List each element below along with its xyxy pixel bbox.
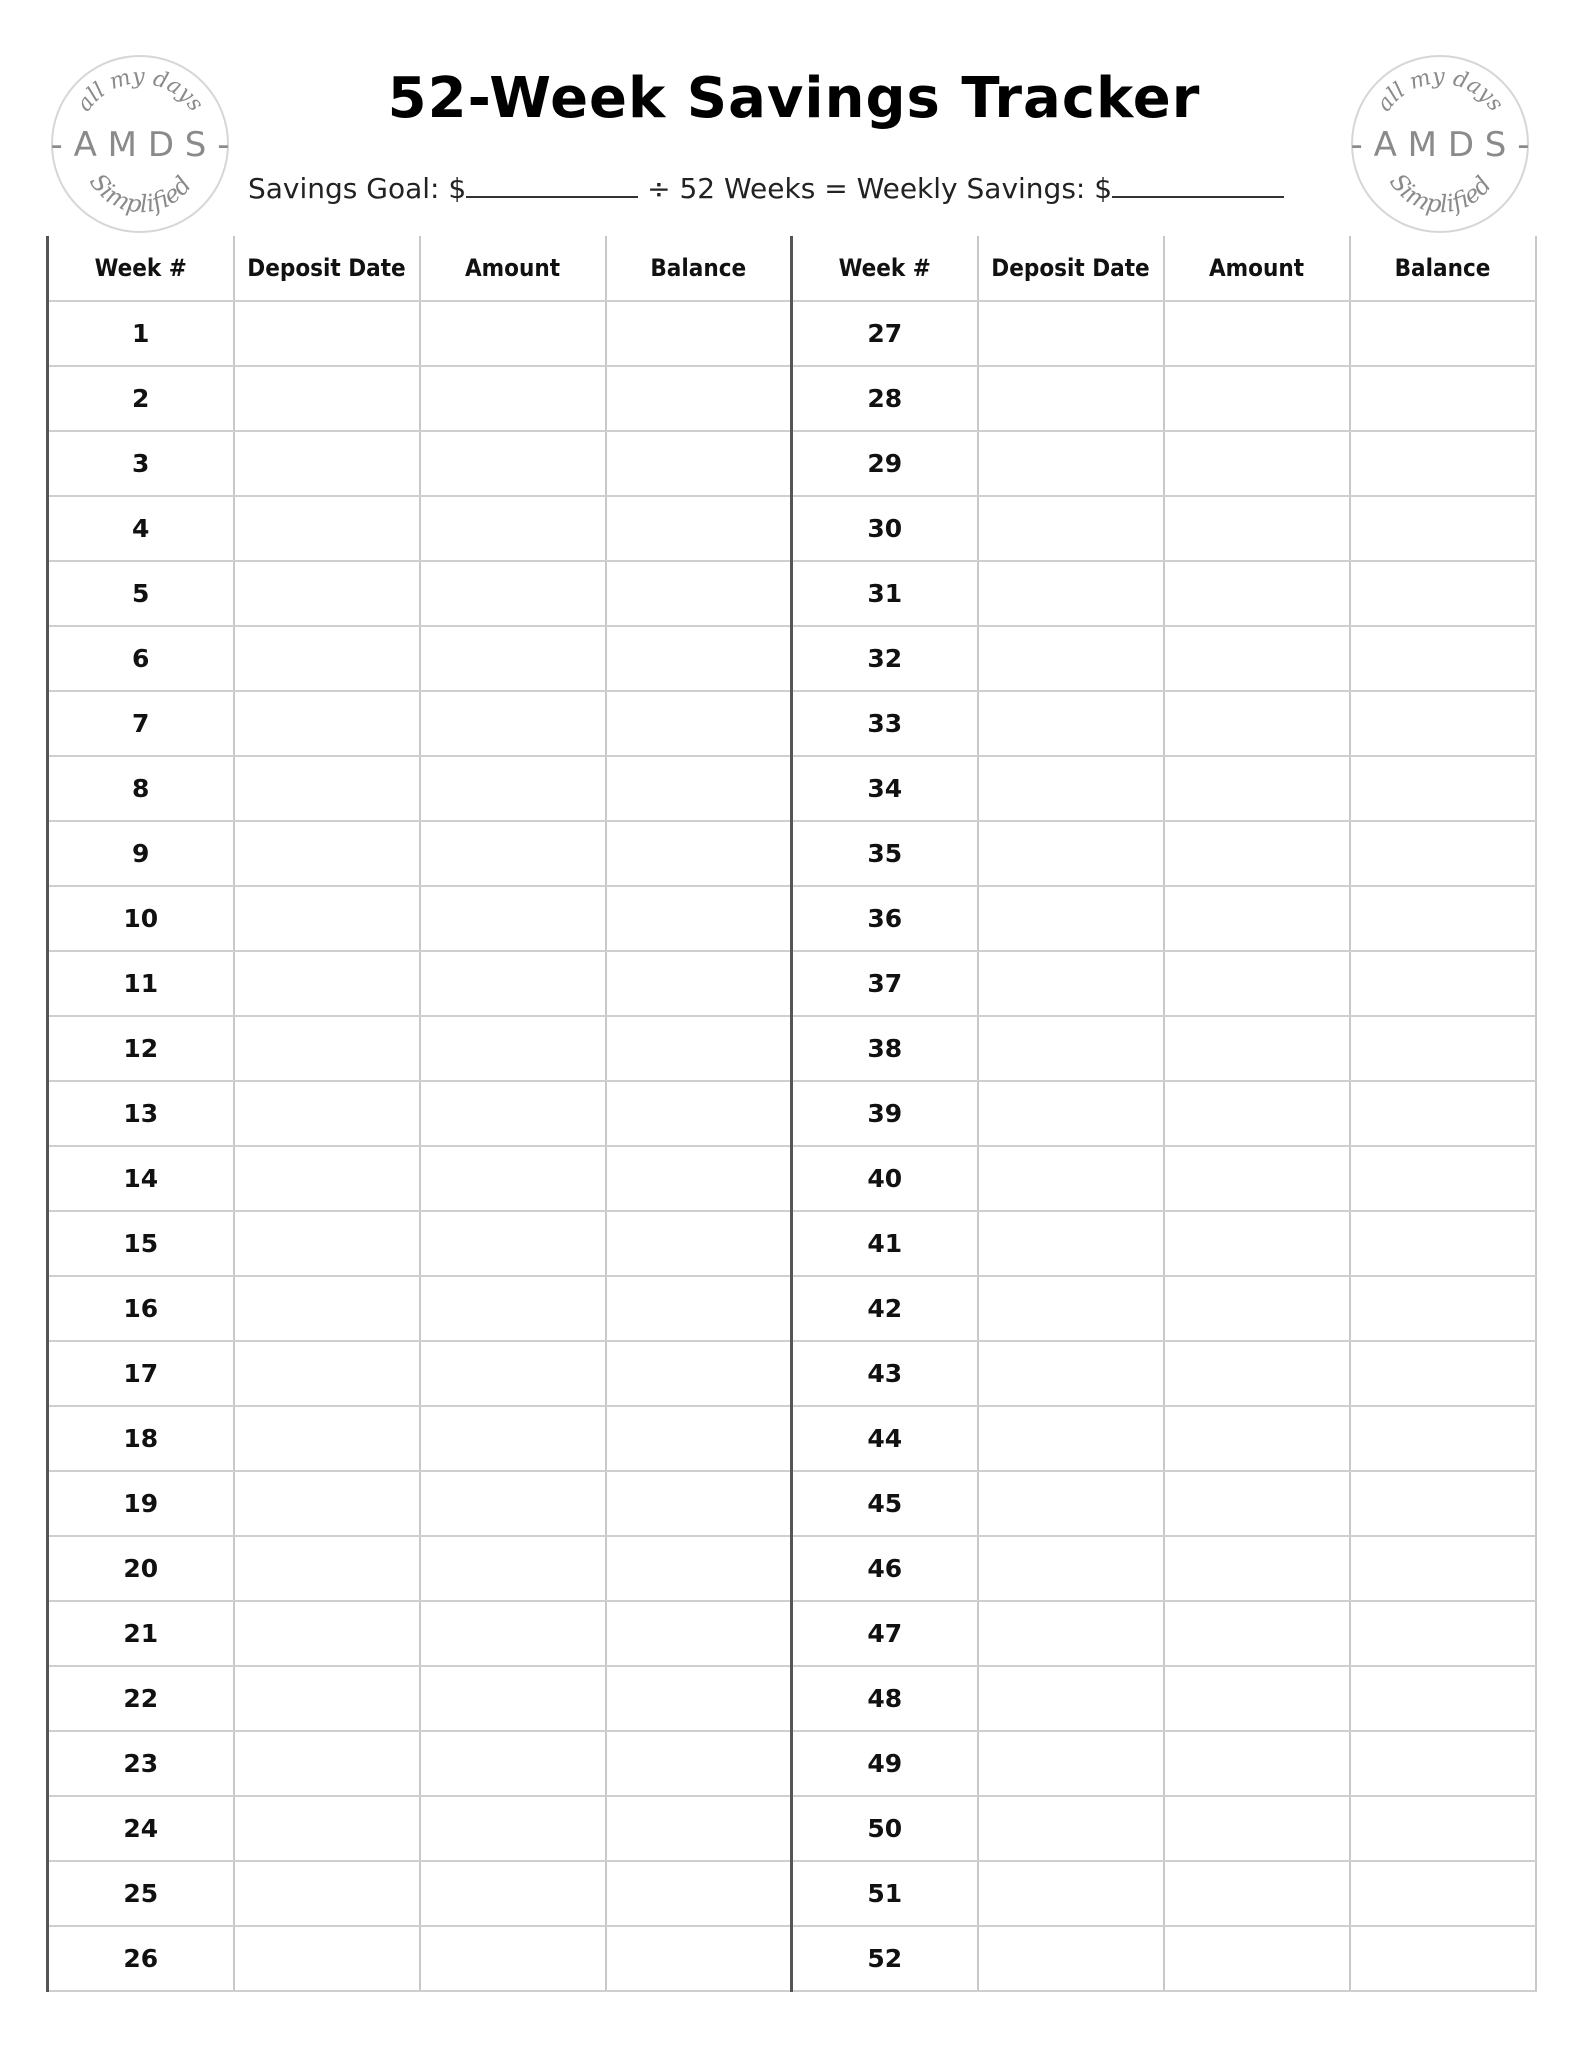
balance-cell[interactable] bbox=[606, 886, 792, 951]
balance-cell[interactable] bbox=[606, 1276, 792, 1341]
week-number-cell: 27 bbox=[792, 301, 978, 366]
svg-text:Simplified bbox=[1384, 168, 1497, 218]
amount-cell[interactable] bbox=[1164, 1666, 1350, 1731]
deposit-date-cell[interactable] bbox=[978, 691, 1164, 756]
amount-cell[interactable] bbox=[420, 1471, 606, 1536]
amount-cell[interactable] bbox=[1164, 756, 1350, 821]
week-number-cell: 11 bbox=[48, 951, 234, 1016]
balance-cell[interactable] bbox=[606, 1601, 792, 1666]
amount-cell[interactable] bbox=[1164, 691, 1350, 756]
savings-goal-label: Savings Goal: $ bbox=[248, 172, 467, 205]
week-number-cell: 17 bbox=[48, 1341, 234, 1406]
deposit-date-cell[interactable] bbox=[978, 886, 1164, 951]
week-number-cell: 22 bbox=[48, 1666, 234, 1731]
balance-cell[interactable] bbox=[606, 561, 792, 626]
week-number-cell: 44 bbox=[792, 1406, 978, 1471]
week-number-cell: 19 bbox=[48, 1471, 234, 1536]
table-row bbox=[48, 1276, 1536, 1341]
savings-tracker-table bbox=[46, 236, 1537, 1992]
amount-cell[interactable] bbox=[420, 1406, 606, 1471]
table-row bbox=[48, 1146, 1536, 1211]
deposit-date-cell[interactable] bbox=[978, 1536, 1164, 1601]
balance-cell[interactable] bbox=[1350, 1861, 1536, 1926]
week-number-cell: 3 bbox=[48, 431, 234, 496]
week-number-cell: 1 bbox=[48, 301, 234, 366]
amount-cell[interactable] bbox=[1164, 1211, 1350, 1276]
deposit-date-cell[interactable] bbox=[234, 1341, 420, 1406]
balance-cell[interactable] bbox=[1350, 1666, 1536, 1731]
amount-cell[interactable] bbox=[420, 496, 606, 561]
week-number-cell: 29 bbox=[792, 431, 978, 496]
amount-cell[interactable] bbox=[1164, 1276, 1350, 1341]
week-number-cell: 25 bbox=[48, 1861, 234, 1926]
table-row bbox=[48, 1406, 1536, 1471]
amount-cell[interactable] bbox=[1164, 1926, 1350, 1991]
deposit-date-cell[interactable] bbox=[978, 1471, 1164, 1536]
amount-cell[interactable] bbox=[1164, 1471, 1350, 1536]
week-number-cell: 2 bbox=[48, 366, 234, 431]
week-number-cell: 18 bbox=[48, 1406, 234, 1471]
amount-cell[interactable] bbox=[1164, 821, 1350, 886]
deposit-date-cell[interactable] bbox=[234, 1536, 420, 1601]
balance-cell[interactable] bbox=[606, 1146, 792, 1211]
header-balance-right: Balance bbox=[1350, 236, 1536, 301]
amount-cell[interactable] bbox=[420, 1146, 606, 1211]
deposit-date-cell[interactable] bbox=[234, 301, 420, 366]
week-number-cell: 50 bbox=[792, 1796, 978, 1861]
table-row bbox=[48, 886, 1536, 951]
balance-cell[interactable] bbox=[606, 1861, 792, 1926]
weekly-savings-blank[interactable] bbox=[1112, 170, 1284, 198]
balance-cell[interactable] bbox=[606, 1211, 792, 1276]
week-number-cell: 45 bbox=[792, 1471, 978, 1536]
table-row bbox=[48, 1666, 1536, 1731]
deposit-date-cell[interactable] bbox=[234, 756, 420, 821]
deposit-date-cell[interactable] bbox=[978, 1796, 1164, 1861]
deposit-date-cell[interactable] bbox=[978, 1406, 1164, 1471]
balance-cell[interactable] bbox=[1350, 886, 1536, 951]
week-number-cell: 37 bbox=[792, 951, 978, 1016]
deposit-date-cell[interactable] bbox=[978, 1341, 1164, 1406]
table-row bbox=[48, 821, 1536, 886]
balance-cell[interactable] bbox=[1350, 1146, 1536, 1211]
week-number-cell: 20 bbox=[48, 1536, 234, 1601]
amount-cell[interactable] bbox=[420, 1536, 606, 1601]
amount-cell[interactable] bbox=[1164, 431, 1350, 496]
table-row bbox=[48, 1601, 1536, 1666]
balance-cell[interactable] bbox=[606, 366, 792, 431]
amount-cell[interactable] bbox=[420, 366, 606, 431]
deposit-date-cell[interactable] bbox=[978, 821, 1164, 886]
deposit-date-cell[interactable] bbox=[978, 626, 1164, 691]
balance-cell[interactable] bbox=[1350, 1731, 1536, 1796]
amount-cell[interactable] bbox=[420, 1601, 606, 1666]
week-number-cell: 47 bbox=[792, 1601, 978, 1666]
deposit-date-cell[interactable] bbox=[978, 951, 1164, 1016]
deposit-date-cell[interactable] bbox=[978, 1926, 1164, 1991]
table-header-row bbox=[48, 236, 1536, 301]
balance-cell[interactable] bbox=[1350, 301, 1536, 366]
balance-cell[interactable] bbox=[606, 626, 792, 691]
balance-cell[interactable] bbox=[606, 756, 792, 821]
table-row bbox=[48, 951, 1536, 1016]
logo-middle-text: - A M D S - bbox=[50, 125, 230, 165]
deposit-date-cell[interactable] bbox=[978, 496, 1164, 561]
balance-cell[interactable] bbox=[606, 1016, 792, 1081]
deposit-date-cell[interactable] bbox=[234, 821, 420, 886]
deposit-date-cell[interactable] bbox=[234, 1211, 420, 1276]
deposit-date-cell[interactable] bbox=[234, 886, 420, 951]
amount-cell[interactable] bbox=[420, 821, 606, 886]
balance-cell[interactable] bbox=[1350, 431, 1536, 496]
week-number-cell: 38 bbox=[792, 1016, 978, 1081]
deposit-date-cell[interactable] bbox=[234, 1731, 420, 1796]
amount-cell[interactable] bbox=[1164, 626, 1350, 691]
balance-cell[interactable] bbox=[1350, 626, 1536, 691]
balance-cell[interactable] bbox=[1350, 756, 1536, 821]
balance-cell[interactable] bbox=[606, 821, 792, 886]
week-number-cell: 48 bbox=[792, 1666, 978, 1731]
table-row bbox=[48, 301, 1536, 366]
week-number-cell: 33 bbox=[792, 691, 978, 756]
balance-cell[interactable] bbox=[1350, 1016, 1536, 1081]
balance-cell[interactable] bbox=[1350, 1926, 1536, 1991]
table-row bbox=[48, 1081, 1536, 1146]
table-row bbox=[48, 1861, 1536, 1926]
table-row bbox=[48, 1796, 1536, 1861]
balance-cell[interactable] bbox=[606, 431, 792, 496]
week-number-cell: 23 bbox=[48, 1731, 234, 1796]
amount-cell[interactable] bbox=[420, 1081, 606, 1146]
deposit-date-cell[interactable] bbox=[234, 1081, 420, 1146]
week-number-cell: 39 bbox=[792, 1081, 978, 1146]
deposit-date-cell[interactable] bbox=[234, 1601, 420, 1666]
balance-cell[interactable] bbox=[1350, 1081, 1536, 1146]
table-row bbox=[48, 756, 1536, 821]
table-row bbox=[48, 1471, 1536, 1536]
week-number-cell: 40 bbox=[792, 1146, 978, 1211]
amount-cell[interactable] bbox=[420, 951, 606, 1016]
week-number-cell: 52 bbox=[792, 1926, 978, 1991]
amount-cell[interactable] bbox=[420, 431, 606, 496]
amount-cell[interactable] bbox=[420, 886, 606, 951]
deposit-date-cell[interactable] bbox=[978, 561, 1164, 626]
amount-cell[interactable] bbox=[1164, 366, 1350, 431]
balance-cell[interactable] bbox=[606, 691, 792, 756]
amount-cell[interactable] bbox=[420, 1341, 606, 1406]
amount-cell[interactable] bbox=[420, 626, 606, 691]
amount-cell[interactable] bbox=[1164, 1731, 1350, 1796]
week-number-cell: 4 bbox=[48, 496, 234, 561]
deposit-date-cell[interactable] bbox=[978, 1666, 1164, 1731]
deposit-date-cell[interactable] bbox=[234, 561, 420, 626]
balance-cell[interactable] bbox=[1350, 1471, 1536, 1536]
deposit-date-cell[interactable] bbox=[234, 431, 420, 496]
amount-cell[interactable] bbox=[420, 1211, 606, 1276]
amount-cell[interactable] bbox=[1164, 1016, 1350, 1081]
header-deposit-date-right: Deposit Date bbox=[978, 236, 1164, 301]
weekly-savings-label: ÷ 52 Weeks = Weekly Savings: $ bbox=[647, 172, 1113, 205]
table-row bbox=[48, 626, 1536, 691]
deposit-date-cell[interactable] bbox=[234, 1861, 420, 1926]
logo-bottom-text: Simplified bbox=[84, 168, 198, 219]
week-number-cell: 42 bbox=[792, 1276, 978, 1341]
deposit-date-cell[interactable] bbox=[234, 496, 420, 561]
table-row bbox=[48, 1926, 1536, 1991]
deposit-date-cell[interactable] bbox=[234, 626, 420, 691]
week-number-cell: 46 bbox=[792, 1536, 978, 1601]
week-number-cell: 13 bbox=[48, 1081, 234, 1146]
logo-bottom-text: Simplified bbox=[1384, 168, 1498, 219]
balance-cell[interactable] bbox=[606, 1926, 792, 1991]
amount-cell[interactable] bbox=[1164, 1536, 1350, 1601]
amount-cell[interactable] bbox=[1164, 561, 1350, 626]
deposit-date-cell[interactable] bbox=[978, 1016, 1164, 1081]
amount-cell[interactable] bbox=[420, 1731, 606, 1796]
logo-top-text: all my days bbox=[72, 64, 208, 117]
week-number-cell: 51 bbox=[792, 1861, 978, 1926]
amount-cell[interactable] bbox=[1164, 1081, 1350, 1146]
balance-cell[interactable] bbox=[1350, 1276, 1536, 1341]
amount-cell[interactable] bbox=[420, 1926, 606, 1991]
amount-cell[interactable] bbox=[1164, 1146, 1350, 1211]
savings-goal-blank[interactable] bbox=[466, 170, 638, 198]
amount-cell[interactable] bbox=[1164, 1861, 1350, 1926]
header-week-left: Week # bbox=[48, 236, 234, 301]
deposit-date-cell[interactable] bbox=[234, 1406, 420, 1471]
week-number-cell: 8 bbox=[48, 756, 234, 821]
amount-cell[interactable] bbox=[1164, 1341, 1350, 1406]
week-number-cell: 24 bbox=[48, 1796, 234, 1861]
header-amount-left: Amount bbox=[420, 236, 606, 301]
deposit-date-cell[interactable] bbox=[978, 1276, 1164, 1341]
week-number-cell: 6 bbox=[48, 626, 234, 691]
table-row bbox=[48, 366, 1536, 431]
deposit-date-cell[interactable] bbox=[234, 1926, 420, 1991]
balance-cell[interactable] bbox=[1350, 1796, 1536, 1861]
deposit-date-cell[interactable] bbox=[978, 1861, 1164, 1926]
amount-cell[interactable] bbox=[1164, 1601, 1350, 1666]
page-title: 52-Week Savings Tracker bbox=[387, 66, 1201, 131]
amount-cell[interactable] bbox=[420, 1861, 606, 1926]
week-number-cell: 5 bbox=[48, 561, 234, 626]
balance-cell[interactable] bbox=[1350, 821, 1536, 886]
week-number-cell: 35 bbox=[792, 821, 978, 886]
amount-cell[interactable] bbox=[420, 561, 606, 626]
balance-cell[interactable] bbox=[1350, 1341, 1536, 1406]
header-balance-left: Balance bbox=[606, 236, 792, 301]
deposit-date-cell[interactable] bbox=[978, 1081, 1164, 1146]
balance-cell[interactable] bbox=[1350, 951, 1536, 1016]
amount-cell[interactable] bbox=[420, 691, 606, 756]
deposit-date-cell[interactable] bbox=[234, 691, 420, 756]
amount-cell[interactable] bbox=[1164, 951, 1350, 1016]
balance-cell[interactable] bbox=[606, 1341, 792, 1406]
amount-cell[interactable] bbox=[420, 1796, 606, 1861]
table-row bbox=[48, 691, 1536, 756]
balance-cell[interactable] bbox=[1350, 691, 1536, 756]
week-number-cell: 43 bbox=[792, 1341, 978, 1406]
amount-cell[interactable] bbox=[420, 756, 606, 821]
balance-cell[interactable] bbox=[1350, 561, 1536, 626]
balance-cell[interactable] bbox=[1350, 1536, 1536, 1601]
balance-cell[interactable] bbox=[606, 1666, 792, 1731]
table-row bbox=[48, 1016, 1536, 1081]
deposit-date-cell[interactable] bbox=[978, 1731, 1164, 1796]
week-number-cell: 31 bbox=[792, 561, 978, 626]
deposit-date-cell[interactable] bbox=[234, 1471, 420, 1536]
table-row bbox=[48, 1536, 1536, 1601]
amount-cell[interactable] bbox=[1164, 1796, 1350, 1861]
deposit-date-cell[interactable] bbox=[234, 1796, 420, 1861]
balance-cell[interactable] bbox=[1350, 496, 1536, 561]
balance-cell[interactable] bbox=[1350, 1211, 1536, 1276]
amount-cell[interactable] bbox=[420, 1016, 606, 1081]
week-number-cell: 32 bbox=[792, 626, 978, 691]
table-row bbox=[48, 496, 1536, 561]
balance-cell[interactable] bbox=[606, 1471, 792, 1536]
balance-cell[interactable] bbox=[1350, 1406, 1536, 1471]
table-row bbox=[48, 1731, 1536, 1796]
week-number-cell: 16 bbox=[48, 1276, 234, 1341]
balance-cell[interactable] bbox=[1350, 1601, 1536, 1666]
week-number-cell: 14 bbox=[48, 1146, 234, 1211]
deposit-date-cell[interactable] bbox=[234, 366, 420, 431]
amount-cell[interactable] bbox=[1164, 496, 1350, 561]
week-number-cell: 9 bbox=[48, 821, 234, 886]
balance-cell[interactable] bbox=[606, 1731, 792, 1796]
week-number-cell: 34 bbox=[792, 756, 978, 821]
week-number-cell: 12 bbox=[48, 1016, 234, 1081]
deposit-date-cell[interactable] bbox=[978, 301, 1164, 366]
amount-cell[interactable] bbox=[420, 1666, 606, 1731]
balance-cell[interactable] bbox=[606, 1536, 792, 1601]
header-deposit-date-left: Deposit Date bbox=[234, 236, 420, 301]
deposit-date-cell[interactable] bbox=[978, 1601, 1164, 1666]
balance-cell[interactable] bbox=[606, 496, 792, 561]
amount-cell[interactable] bbox=[420, 1276, 606, 1341]
week-number-cell: 41 bbox=[792, 1211, 978, 1276]
deposit-date-cell[interactable] bbox=[978, 366, 1164, 431]
week-number-cell: 7 bbox=[48, 691, 234, 756]
week-number-cell: 28 bbox=[792, 366, 978, 431]
logo-middle-text: - A M D S - bbox=[1350, 125, 1530, 165]
logo-top-text: all my days bbox=[1372, 64, 1508, 117]
deposit-date-cell[interactable] bbox=[978, 1211, 1164, 1276]
amount-cell[interactable] bbox=[1164, 1406, 1350, 1471]
balance-cell[interactable] bbox=[606, 1796, 792, 1861]
svg-text:Simplified bbox=[84, 168, 197, 218]
deposit-date-cell[interactable] bbox=[234, 1276, 420, 1341]
week-number-cell: 21 bbox=[48, 1601, 234, 1666]
table-row bbox=[48, 1211, 1536, 1276]
week-number-cell: 10 bbox=[48, 886, 234, 951]
deposit-date-cell[interactable] bbox=[978, 431, 1164, 496]
amount-cell[interactable] bbox=[1164, 301, 1350, 366]
week-number-cell: 15 bbox=[48, 1211, 234, 1276]
balance-cell[interactable] bbox=[606, 1081, 792, 1146]
balance-cell[interactable] bbox=[606, 1406, 792, 1471]
table-row bbox=[48, 431, 1536, 496]
header-week-right: Week # bbox=[792, 236, 978, 301]
table-row bbox=[48, 1341, 1536, 1406]
header-amount-right: Amount bbox=[1164, 236, 1350, 301]
amount-cell[interactable] bbox=[1164, 886, 1350, 951]
deposit-date-cell[interactable] bbox=[234, 1666, 420, 1731]
deposit-date-cell[interactable] bbox=[234, 1146, 420, 1211]
week-number-cell: 36 bbox=[792, 886, 978, 951]
balance-cell[interactable] bbox=[606, 951, 792, 1016]
savings-goal-line bbox=[248, 170, 1338, 214]
week-number-cell: 26 bbox=[48, 1926, 234, 1991]
table-row bbox=[48, 561, 1536, 626]
week-number-cell: 49 bbox=[792, 1731, 978, 1796]
deposit-date-cell[interactable] bbox=[978, 756, 1164, 821]
balance-cell[interactable] bbox=[606, 301, 792, 366]
deposit-date-cell[interactable] bbox=[234, 951, 420, 1016]
amount-cell[interactable] bbox=[420, 301, 606, 366]
week-number-cell: 30 bbox=[792, 496, 978, 561]
deposit-date-cell[interactable] bbox=[978, 1146, 1164, 1211]
deposit-date-cell[interactable] bbox=[234, 1016, 420, 1081]
balance-cell[interactable] bbox=[1350, 366, 1536, 431]
